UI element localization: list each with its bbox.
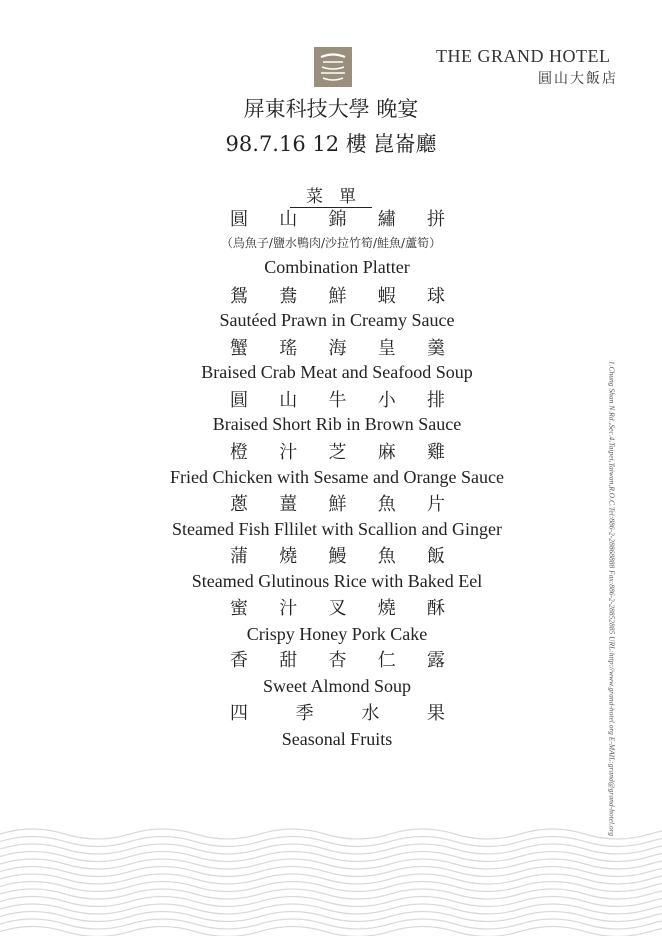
dish-chinese-char: 繡 <box>377 209 396 230</box>
dish-chinese-char: 蝦 <box>377 286 396 307</box>
dish-chinese-char: 拼 <box>427 209 445 230</box>
dish-name-chinese <box>230 442 445 464</box>
dish-chinese-char: 雞 <box>427 442 445 463</box>
dish-chinese-char: 山 <box>279 390 298 411</box>
platter-components-note: （烏魚子/鹽水鴨肉/沙拉竹筍/鮭魚/蘆筍） <box>220 236 442 250</box>
hotel-address-text: 1.Chung Shan N.Rd.,Sec.4,Taipei,Taiwan,R.O.C.Tel:886-2-28868888 Fax:886-2-28852885 URL:http://www.grand-hotel.org E-MAIL:grand@grand-hotel.org <box>607 360 617 837</box>
dish-chinese-char: 麻 <box>377 442 396 463</box>
event-title: 屏東科技大學 晚宴 <box>243 97 419 121</box>
dish-chinese-char: 魚 <box>377 494 396 515</box>
dish-chinese-char: 鮮 <box>328 494 347 515</box>
dish-name-english: Sweet Almond Soup <box>262 676 411 696</box>
dish-chinese-char: 球 <box>427 286 445 307</box>
dish-chinese-char: 飯 <box>427 546 445 567</box>
dish-chinese-char: 海 <box>328 338 347 359</box>
dish-chinese-char: 芝 <box>328 442 347 463</box>
dish-name-chinese <box>230 390 445 412</box>
dish-chinese-char: 鴦 <box>279 286 298 307</box>
menu-heading-text: 菜單 <box>290 187 372 208</box>
dish-chinese-char: 錦 <box>328 209 347 230</box>
dish-chinese-char: 圓 <box>230 390 248 411</box>
dish-name-english: Combination Platter <box>264 257 410 277</box>
dish-chinese-char: 香 <box>230 650 248 671</box>
dish-chinese-char: 瑤 <box>279 338 298 359</box>
dish-name-english: Crispy Honey Pork Cake <box>246 624 428 644</box>
dish-chinese-char: 仁 <box>377 650 396 671</box>
dish-chinese-char: 山 <box>279 209 298 230</box>
dish-name-chinese <box>230 209 445 231</box>
dish-name-chinese <box>230 650 445 672</box>
menu-heading <box>0 187 662 208</box>
dish-chinese-char: 汁 <box>279 598 298 619</box>
dish-chinese-char: 片 <box>427 494 445 515</box>
dish-chinese-char: 蟹 <box>230 338 248 359</box>
wave-line <box>0 927 662 936</box>
dish-chinese-char: 排 <box>427 390 445 411</box>
event-date-location: 98.7.16 12 樓 崑崙廳 <box>225 132 437 156</box>
dish-chinese-char: 甜 <box>279 650 298 671</box>
dish-name-english: Steamed Glutinous Rice with Baked Eel <box>191 571 483 591</box>
dish-chinese-char: 露 <box>427 650 445 671</box>
dish-name-english: Steamed Fish Fllilet with Scallion and Ginger <box>172 519 502 539</box>
dish-chinese-char: 蜜 <box>230 598 248 619</box>
dish-chinese-char: 酥 <box>427 598 445 619</box>
dish-chinese-char: 圓 <box>230 209 248 230</box>
dish-name-english: Sautéed Prawn in Creamy Sauce <box>219 310 455 330</box>
dish-chinese-char: 杏 <box>328 650 347 671</box>
dish-name-english: Braised Crab Meat and Seafood Soup <box>201 362 473 382</box>
dish-name-chinese <box>230 598 445 620</box>
dish-chinese-char: 鴛 <box>230 286 248 307</box>
grand-hotel-emblem-icon <box>314 47 352 87</box>
dish-chinese-char: 薑 <box>279 494 298 515</box>
dish-chinese-char: 果 <box>426 703 445 724</box>
dish-name-english: Braised Short Rib in Brown Sauce <box>212 414 462 434</box>
hotel-name-chinese: 圓山大飯店 <box>538 71 618 87</box>
dish-chinese-char: 鮮 <box>328 286 347 307</box>
dish-name-chinese <box>230 286 445 308</box>
dish-chinese-char: 水 <box>361 703 380 724</box>
dish-name-english: Fried Chicken with Sesame and Orange Sauce <box>170 467 504 487</box>
dish-chinese-char: 叉 <box>328 598 347 619</box>
dish-chinese-char: 四 <box>230 703 248 724</box>
dish-name-chinese <box>230 546 445 568</box>
dish-name-english: Seasonal Fruits <box>281 729 393 749</box>
dish-name-chinese <box>230 494 445 516</box>
dish-chinese-char: 小 <box>377 390 396 411</box>
dish-chinese-char: 鰻 <box>328 546 347 567</box>
dish-chinese-char: 皇 <box>377 338 396 359</box>
dish-chinese-char: 燒 <box>377 598 396 619</box>
dish-name-chinese <box>230 703 445 725</box>
hotel-name-english: THE GRAND HOTEL <box>436 46 611 66</box>
dish-chinese-char: 蒲 <box>230 546 248 567</box>
dish-chinese-char: 燒 <box>279 546 298 567</box>
dish-chinese-char: 季 <box>295 703 314 724</box>
dish-chinese-char: 魚 <box>377 546 396 567</box>
dish-chinese-char: 汁 <box>279 442 298 463</box>
dish-chinese-char: 橙 <box>230 442 248 463</box>
dish-chinese-char: 羹 <box>427 338 445 359</box>
dish-chinese-char: 牛 <box>328 390 347 411</box>
wave-pattern-icon <box>0 820 662 936</box>
dish-chinese-char: 蔥 <box>230 494 248 515</box>
dish-name-chinese <box>230 338 445 360</box>
